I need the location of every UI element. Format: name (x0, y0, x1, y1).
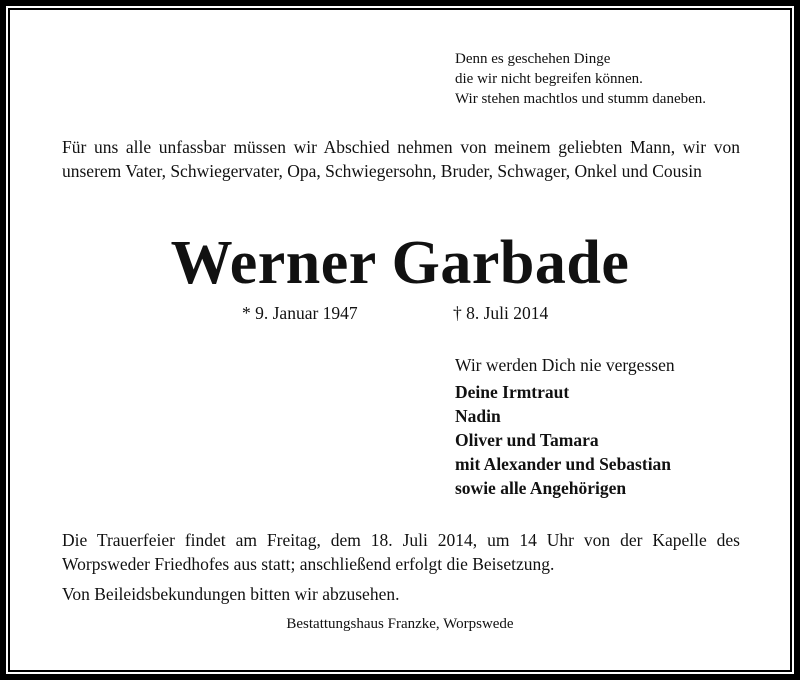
quote-line: Denn es geschehen Dinge (455, 51, 611, 67)
birth-date: * 9. Januar 1947 (242, 303, 358, 323)
mourner: Deine Irmtraut (455, 382, 570, 402)
service-info: Die Trauerfeier findet am Freitag, dem 18. Juli 2014, um 14 Uhr von der Kapelle des Worpsweder Friedhofes aus statt; anschließend erfolgt die Beisetzung. (62, 530, 740, 574)
quote-line: die wir nicht begreifen können. (455, 71, 643, 87)
condolence-note: Von Beileidsbekundungen bitten wir abzusehen. (62, 584, 400, 604)
mourner: sowie alle Angehörigen (455, 478, 627, 498)
intro-text: Für uns alle unfassbar müssen wir Abschied nehmen von meinem geliebten Mann, wir von unserem Vater, Schwiegervater, Opa, Schwiegersohn, Bruder, Schwager, Onkel und Cousin (62, 137, 740, 181)
quote (455, 49, 706, 109)
death-date: † 8. Juli 2014 (453, 303, 549, 323)
quote-line: Wir stehen machtlos und stumm daneben. (455, 91, 707, 107)
mourner: Nadin (455, 406, 501, 426)
farewell-line: Wir werden Dich nie vergessen (455, 355, 675, 375)
deceased-name: Werner Garbade (170, 229, 630, 297)
mourner: mit Alexander und Sebastian (455, 454, 672, 474)
mourners-block (455, 353, 675, 500)
mourner: Oliver und Tamara (455, 430, 599, 450)
funeral-home: Bestattungshaus Franzke, Worpswede (286, 616, 514, 632)
